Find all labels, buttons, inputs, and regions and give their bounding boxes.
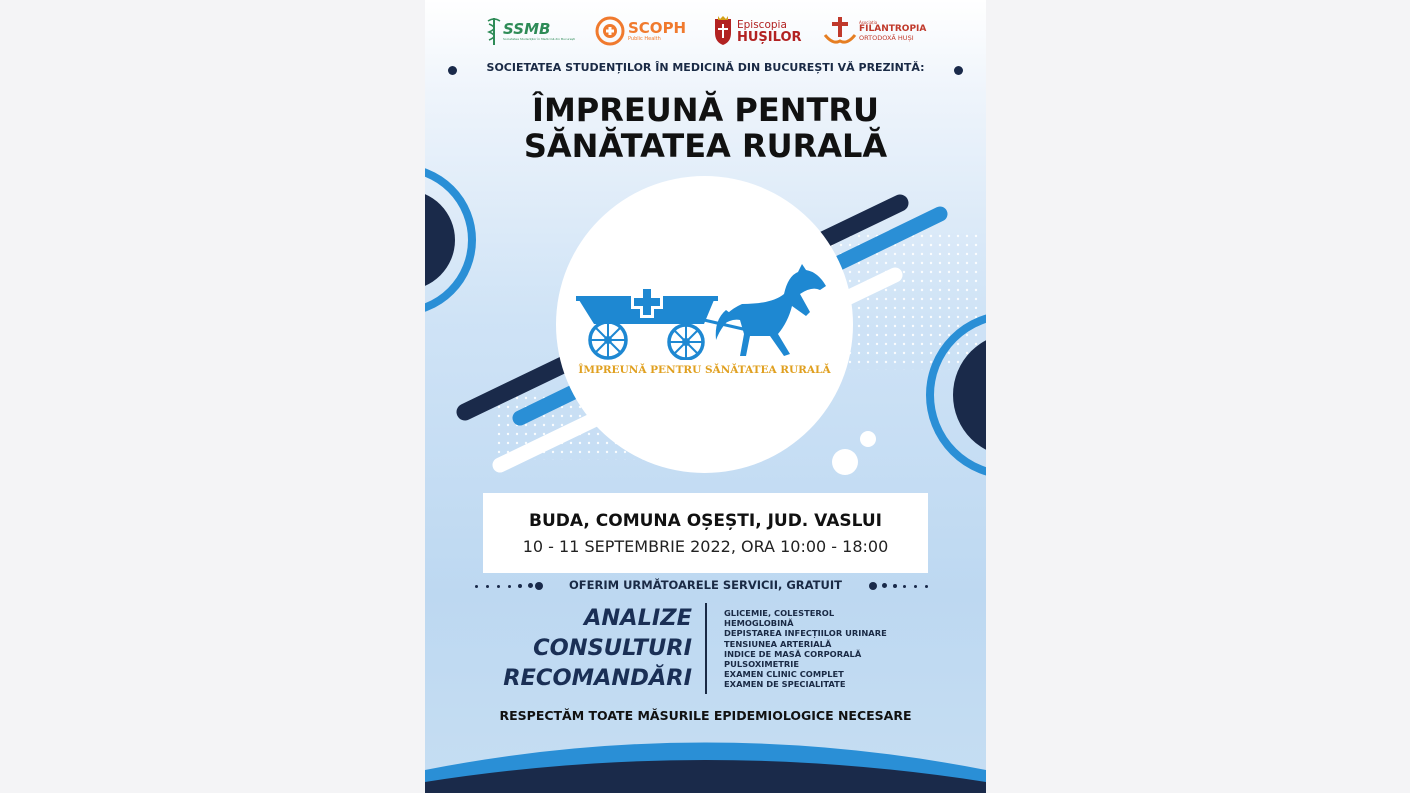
scoph-logo xyxy=(595,12,686,50)
cross-hands-icon xyxy=(823,15,857,47)
location-box xyxy=(483,493,928,573)
divider-dot xyxy=(882,583,887,588)
coat-of-arms-icon xyxy=(712,15,734,47)
list-item: INDICE DE MASĂ CORPORALĂ xyxy=(724,648,862,659)
divider-dot xyxy=(903,585,906,588)
event-title-line1: ÎMPREUNĂ PENTRU xyxy=(532,91,879,129)
list-item: PULSOXIMETRIE xyxy=(724,659,800,670)
white-bubble xyxy=(832,449,858,475)
filantropia-logo-line3: ORTODOXĂ HUȘI xyxy=(859,34,914,42)
caduceus-icon xyxy=(487,16,501,46)
event-location: BUDA, COMUNA OȘEȘTI, JUD. VASLUI xyxy=(529,511,882,531)
episcopia-logo-line1: Episcopia xyxy=(737,18,787,31)
divider-dot xyxy=(925,585,928,588)
divider-dot xyxy=(869,582,877,590)
filantropia-logo-line1: Asociația xyxy=(859,20,878,25)
service-categories xyxy=(503,604,692,694)
event-title-line2: SĂNĂTATEA RURALĂ xyxy=(523,126,888,165)
emblem-circle xyxy=(556,176,853,473)
filantropia-logo xyxy=(823,12,926,50)
vertical-divider xyxy=(705,603,707,694)
ssmb-logo xyxy=(487,12,575,50)
scoph-shield-icon xyxy=(595,16,625,46)
presenter-intro: SOCIETATEA STUDENȚILOR ÎN MEDICINĂ DIN BUCUREȘTI VĂ PREZINTĂ: xyxy=(486,61,925,74)
horse-cart-icon xyxy=(574,260,834,360)
ssmb-logo-text: SSMB xyxy=(503,19,551,38)
intro-bullet-right xyxy=(954,66,963,75)
services-label: OFERIM URMĂTOARELE SERVICII, GRATUIT xyxy=(569,578,842,592)
list-item: GLICEMIE, COLESTEROL xyxy=(724,608,835,618)
divider-dot xyxy=(914,585,917,588)
event-title xyxy=(425,93,986,165)
filantropia-logo-line2: FILANTROPIA xyxy=(859,24,927,34)
list-item: HEMOGLOBINĂ xyxy=(724,618,794,629)
category-recomandari: RECOMANDĂRI xyxy=(503,664,692,691)
list-item: DEPISTAREA INFECȚIILOR URINARE xyxy=(724,628,887,639)
list-item: TENSIUNEA ARTERIALĂ xyxy=(724,638,832,649)
event-poster xyxy=(425,0,986,793)
episcopia-logo-line2: HUȘILOR xyxy=(737,29,802,45)
services-list xyxy=(724,608,887,690)
list-item: EXAMEN DE SPECIALITATE xyxy=(724,679,846,690)
ssmb-logo-subtext: Societatea Studenților în Medicină din București xyxy=(503,36,576,41)
left-disc xyxy=(425,190,455,290)
epidemiology-note: RESPECTĂM TOATE MĂSURILE EPIDEMIOLOGICE NECESARE xyxy=(499,708,912,723)
scoph-logo-subtext: Public Health xyxy=(628,35,661,42)
white-bubble xyxy=(860,431,876,447)
divider-dot xyxy=(893,584,897,588)
category-analize: ANALIZE xyxy=(583,605,692,631)
episcopia-logo xyxy=(712,12,802,50)
list-item: EXAMEN CLINIC COMPLET xyxy=(724,669,844,680)
event-date-time: 10 - 11 SEPTEMBRIE 2022, ORA 10:00 - 18:00 xyxy=(522,537,889,556)
services-header xyxy=(425,578,986,594)
emblem-caption: ÎMPREUNĂ PENTRU SĂNĂTATEA RURALĂ xyxy=(578,364,831,376)
partner-logos xyxy=(425,12,986,52)
scoph-logo-text: SCOPH xyxy=(628,18,687,37)
category-consulturi: CONSULTURI xyxy=(533,634,692,661)
